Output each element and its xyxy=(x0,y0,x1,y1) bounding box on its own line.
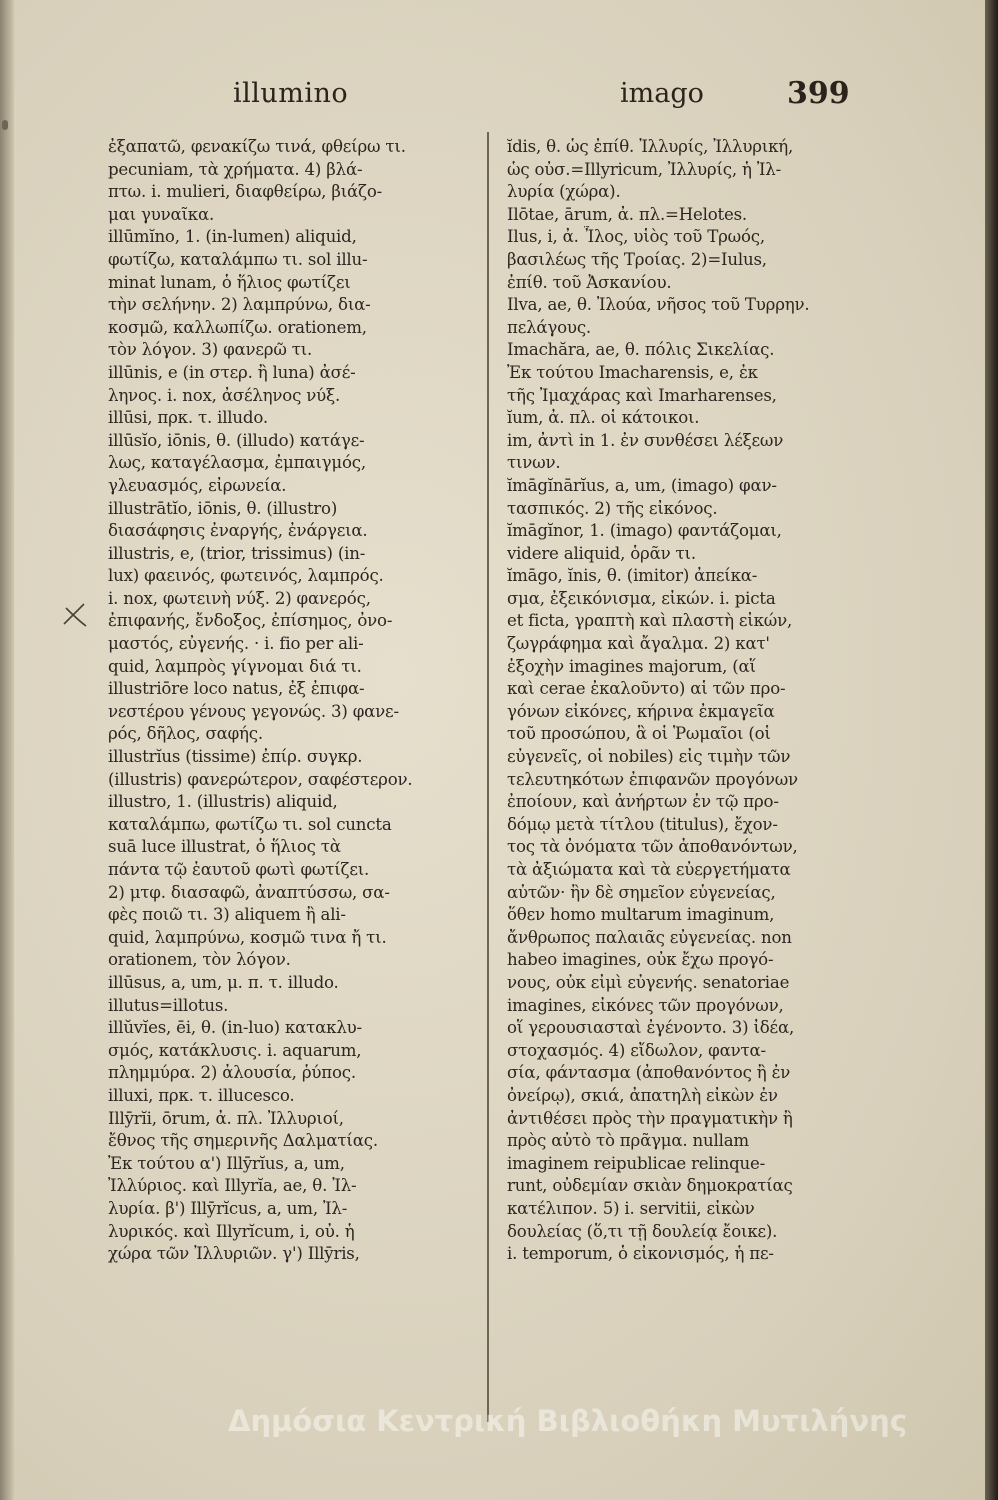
right-column-line: ĭmāgĭnor, 1. (imago) φαντάζομαι, xyxy=(507,521,782,541)
left-column xyxy=(108,136,462,1266)
left-column-line: lux) φαεινός, φωτεινός, λαμπρός. xyxy=(108,566,384,586)
left-column-line: illūsus, a, um, μ. π. τ. illudo. xyxy=(108,972,339,992)
left-column-line: illūmĭno, 1. (in-lumen) aliquid, xyxy=(108,227,357,247)
right-column-line: τὰ ἀξιώματα καὶ τὰ εὐεργετήματα xyxy=(507,860,791,879)
left-column-line: μαι γυναῖκα. xyxy=(108,204,215,224)
right-column-line: et ficta, γραπτὴ καὶ πλαστὴ εἰκών, xyxy=(507,611,793,631)
right-running-headword: imago xyxy=(620,78,704,109)
left-column-line: ρός, δῆλος, σαφής. xyxy=(108,724,263,744)
right-column-line: σμα, ἐξεικόνισμα, εἰκών. i. picta xyxy=(507,588,776,608)
right-column-line: πελάγους. xyxy=(507,317,591,337)
right-column-line: δόμῳ μετὰ τίτλου (titulus), ἔχον- xyxy=(507,814,778,834)
left-column-line: suā luce illustrat, ὁ ἥλιος τὰ xyxy=(108,837,341,857)
left-column-line: καταλάμπω, φωτίζω τι. sol cuncta xyxy=(108,814,392,834)
right-column-line: ἐποίουν, καὶ ἀνήρτων ἐν τῷ προ- xyxy=(507,792,779,812)
left-column-line: ἔθνος τῆς σημερινῆς Δαλματίας. xyxy=(108,1131,378,1151)
right-column-line: κατέλιπον. 5) i. servitii, εἰκὼν xyxy=(507,1198,755,1218)
right-column-line: στοχασμός. 4) εἴδωλον, φαντα- xyxy=(507,1040,766,1060)
left-column-line: πάντα τῷ ἑαυτοῦ φωτὶ φωτίζει. xyxy=(108,860,370,879)
left-column-line: διασάφησις ἐναργής, ἐνάργεια. xyxy=(108,521,368,541)
right-column-line: γόνων εἰκόνες, κήρινα ἐκμαγεῖα xyxy=(507,701,775,721)
right-column-line: λυρία (χώρα). xyxy=(507,182,621,202)
left-column-line: λως, καταγέλασμα, ἐμπαιγμός, xyxy=(108,453,366,473)
left-column-line: λυρία. β') Illȳrĭcus, a, um, Ἰλ- xyxy=(108,1198,348,1218)
left-column-line: pecuniam, τὰ χρήματα. 4) βλά- xyxy=(108,159,363,179)
right-column-line: εὐγενεῖς, οἱ nobiles) εἰς τιμὴν τῶν xyxy=(507,747,791,767)
left-column-line: Illȳrĭi, ōrum, ἀ. πλ. Ἰλλυριοί, xyxy=(108,1108,344,1128)
left-column-line: Ἰλλύριος. καὶ Illyrĭa, ae, θ. Ἰλ- xyxy=(108,1176,357,1196)
right-column-line: ὡς οὐσ.=Illyricum, Ἰλλυρίς, ἡ Ἰλ- xyxy=(507,159,781,179)
right-column-line: i. temporum, ὁ εἰκονισμός, ἡ πε- xyxy=(507,1244,774,1264)
right-column-line: τελευτηκότων ἐπιφανῶν προγόνων xyxy=(507,769,798,789)
right-column-line: Ἐκ τούτου Imacharensis, e, ἐκ xyxy=(507,362,758,382)
left-column-line: ληνος. i. nox, ἀσέληνος νύξ. xyxy=(108,385,341,405)
left-column-line: πλημμύρα. 2) ἀλουσία, ῥύπος. xyxy=(108,1063,356,1083)
left-column-line: κοσμῶ, καλλωπίζω. orationem, xyxy=(108,317,367,337)
left-column-line: τὴν σελήνην. 2) λαμπρύνω, δια- xyxy=(108,295,371,315)
page-number: 399 xyxy=(787,76,850,111)
right-column-line: ἐπίθ. τοῦ Ἀσκανίου. xyxy=(507,272,672,292)
left-column-line: quid, λαμπρὸς γίγνομαι διά τι. xyxy=(108,656,362,676)
left-column-line: σμός, κατάκλυσις. i. aquarum, xyxy=(108,1040,362,1060)
right-column-line: ὀνείρῳ), σκιά, ἀπατηλὴ εἰκὼν ἐν xyxy=(507,1085,778,1105)
right-column-line: ὅθεν homo multarum imaginum, xyxy=(507,905,775,925)
right-column-line: τος τὰ ὀνόματα τῶν ἀποθανόντων, xyxy=(507,837,798,857)
left-column-line: φωτίζω, καταλάμπω τι. sol illu- xyxy=(108,249,368,269)
right-column-line: ĭum, ἀ. πλ. οἱ κάτοικοι. xyxy=(507,408,700,428)
left-column-line: πτω. i. mulieri, διαφθείρω, βιάζο- xyxy=(108,182,383,202)
left-column-line: 2) μτφ. διασαφῶ, ἀναπτύσσω, σα- xyxy=(108,882,390,902)
left-column-line: (illustris) φανερώτερον, σαφέστερον. xyxy=(108,769,413,789)
right-column-line: αὐτῶν· ἣν δὲ σημεῖον εὐγενείας, xyxy=(507,882,776,902)
right-column-line: imaginem reipublicae relinque- xyxy=(507,1153,766,1173)
right-column-line: videre aliquid, ὁρᾶν τι. xyxy=(507,543,696,563)
left-column-line: illūsi, πρκ. τ. illudo. xyxy=(108,408,268,428)
left-column-line: ἐπιφανής, ἔνδοξος, ἐπίσημος, ὀνο- xyxy=(108,611,393,631)
right-column-line: τῆς Ἰμαχάρας καὶ Imarharenses, xyxy=(507,385,777,405)
page-header xyxy=(0,78,985,118)
left-column-line: illŭvĭes, ēi, θ. (in-luo) κατακλυ- xyxy=(108,1018,362,1038)
right-column-line: νους, οὐκ εἰμὶ εὐγενής. senatoriae xyxy=(507,972,790,992)
right-column-line: runt, οὐδεμίαν σκιὰν δημοκρατίας xyxy=(507,1176,793,1196)
right-column-line: τασπικός. 2) τῆς εἰκόνος. xyxy=(507,498,718,518)
right-column-line: Ilus, i, ἀ. Ἶλος, υἱὸς τοῦ Τρωός, xyxy=(507,227,765,247)
right-column-line: ἐξοχὴν imagines majorum, (αἵ xyxy=(507,656,756,676)
left-column-line: λυρικός. καὶ Illyrĭcum, i, οὐ. ἡ xyxy=(108,1221,355,1241)
right-column-line: ἄνθρωπος παλαιᾶς εὐγενείας. non xyxy=(507,927,792,947)
left-column-line: i. nox, φωτεινὴ νύξ. 2) φανερός, xyxy=(108,588,371,608)
right-column-line: καὶ cerae ἐκαλοῦντο) αἱ τῶν προ- xyxy=(507,679,786,699)
left-column-line: illustrātĭo, iōnis, θ. (illustro) xyxy=(108,498,338,518)
right-column-line: ĭmāgo, ĭnis, θ. (imitor) ἀπείκα- xyxy=(507,566,758,586)
right-column-line: ἀντιθέσει πρὸς τὴν πραγματικὴν ἢ xyxy=(507,1108,793,1128)
column-divider xyxy=(487,132,489,1422)
left-column-line: illūnis, e (in στερ. ἢ luna) ἀσέ- xyxy=(108,362,356,382)
right-column-line: Ilva, ae, θ. Ἰλούα, νῆσος τοῦ Τυρρην. xyxy=(507,295,810,315)
right-column-line: τοῦ προσώπου, ἃ οἱ Ῥωμαῖοι (οἱ xyxy=(507,724,771,744)
left-column-line: νεστέρου γένους γεγονώς. 3) φανε- xyxy=(108,701,399,721)
page-edge-shadow xyxy=(985,0,998,1500)
left-column-line: γλευασμός, εἰρωνεία. xyxy=(108,475,287,495)
right-column-line: habeo imagines, οὐκ ἔχω προγό- xyxy=(507,950,774,970)
right-column-line: ζωγράφημα καὶ ἄγαλμα. 2) κατ' xyxy=(507,634,770,654)
right-column-line: πρὸς αὐτὸ τὸ πρᾶγμα. nullam xyxy=(507,1131,749,1151)
left-column-line: μαστός, εὐγενής. · i. fio per ali- xyxy=(108,634,364,654)
left-column-line: Ἐκ τούτου α') Illȳrĭus, a, um, xyxy=(108,1153,345,1173)
left-column-line: τὸν λόγον. 3) φανερῶ τι. xyxy=(108,340,313,360)
right-column xyxy=(507,136,847,1266)
left-column-line: minat lunam, ὁ ἥλιος φωτίζει xyxy=(108,272,351,292)
left-column-line: illustriōre loco natus, ἐξ ἐπιφα- xyxy=(108,679,365,699)
right-column-line: δουλείας (ὅ,τι τῇ δουλείᾳ ἔοικε). xyxy=(507,1221,778,1241)
right-column-line: im, ἀντὶ in 1. ἐν συνθέσει λέξεων xyxy=(507,430,784,450)
library-watermark: Δημόσια Κεντρική Βιβλιοθήκη Μυτιλήνης xyxy=(228,1404,908,1438)
page-hole xyxy=(2,120,8,130)
left-column-line: illustrĭus (tissime) ἐπίρ. συγκρ. xyxy=(108,747,363,767)
left-column-line: orationem, τὸν λόγον. xyxy=(108,950,291,970)
right-column-line: σία, φάντασμα (ἀποθανόντος ἢ ἐν xyxy=(507,1063,791,1083)
right-column-line: ĭdis, θ. ὡς ἐπίθ. Ἰλλυρίς, Ἰλλυρική, xyxy=(507,137,794,156)
left-running-headword: illumino xyxy=(233,78,349,109)
binding-gutter xyxy=(0,0,14,1500)
right-column-line: imagines, εἰκόνες τῶν προγόνων, xyxy=(507,995,784,1015)
left-column-line: quid, λαμπρύνω, κοσμῶ τινα ἤ τι. xyxy=(108,927,387,947)
right-column-line: οἵ γερουσιασταὶ ἐγένοντο. 3) ἰδέα, xyxy=(507,1018,795,1038)
right-column-line: βασιλέως τῆς Τροίας. 2)=Iulus, xyxy=(507,249,767,269)
left-column-line: χώρα τῶν Ἰλλυριῶν. γ') Illȳris, xyxy=(108,1244,360,1264)
left-column-line: illuxi, πρκ. τ. illucesco. xyxy=(108,1085,295,1105)
right-column-line: Imachăra, ae, θ. πόλις Σικελίας. xyxy=(507,340,775,360)
left-column-line: illutus=illotus. xyxy=(108,995,229,1015)
left-column-line: illustro, 1. (illustris) aliquid, xyxy=(108,792,338,812)
left-column-line: φὲς ποιῶ τι. 3) aliquem ἢ ali- xyxy=(108,905,346,925)
right-column-line: ĭmāgĭnārĭus, a, um, (imago) φαν- xyxy=(507,475,777,495)
handwritten-x-mark xyxy=(60,600,90,630)
right-column-line: Ilōtae, ārum, ἀ. πλ.=Helotes. xyxy=(507,204,748,224)
left-column-line: illūsĭo, iōnis, θ. (illudo) κατάγε- xyxy=(108,430,365,450)
right-column-line: τινων. xyxy=(507,453,561,473)
left-column-line: illustris, e, (trior, trissimus) (in- xyxy=(108,543,366,563)
left-column-line: ἐξαπατῶ, φενακίζω τινά, φθείρω τι. xyxy=(108,137,406,156)
